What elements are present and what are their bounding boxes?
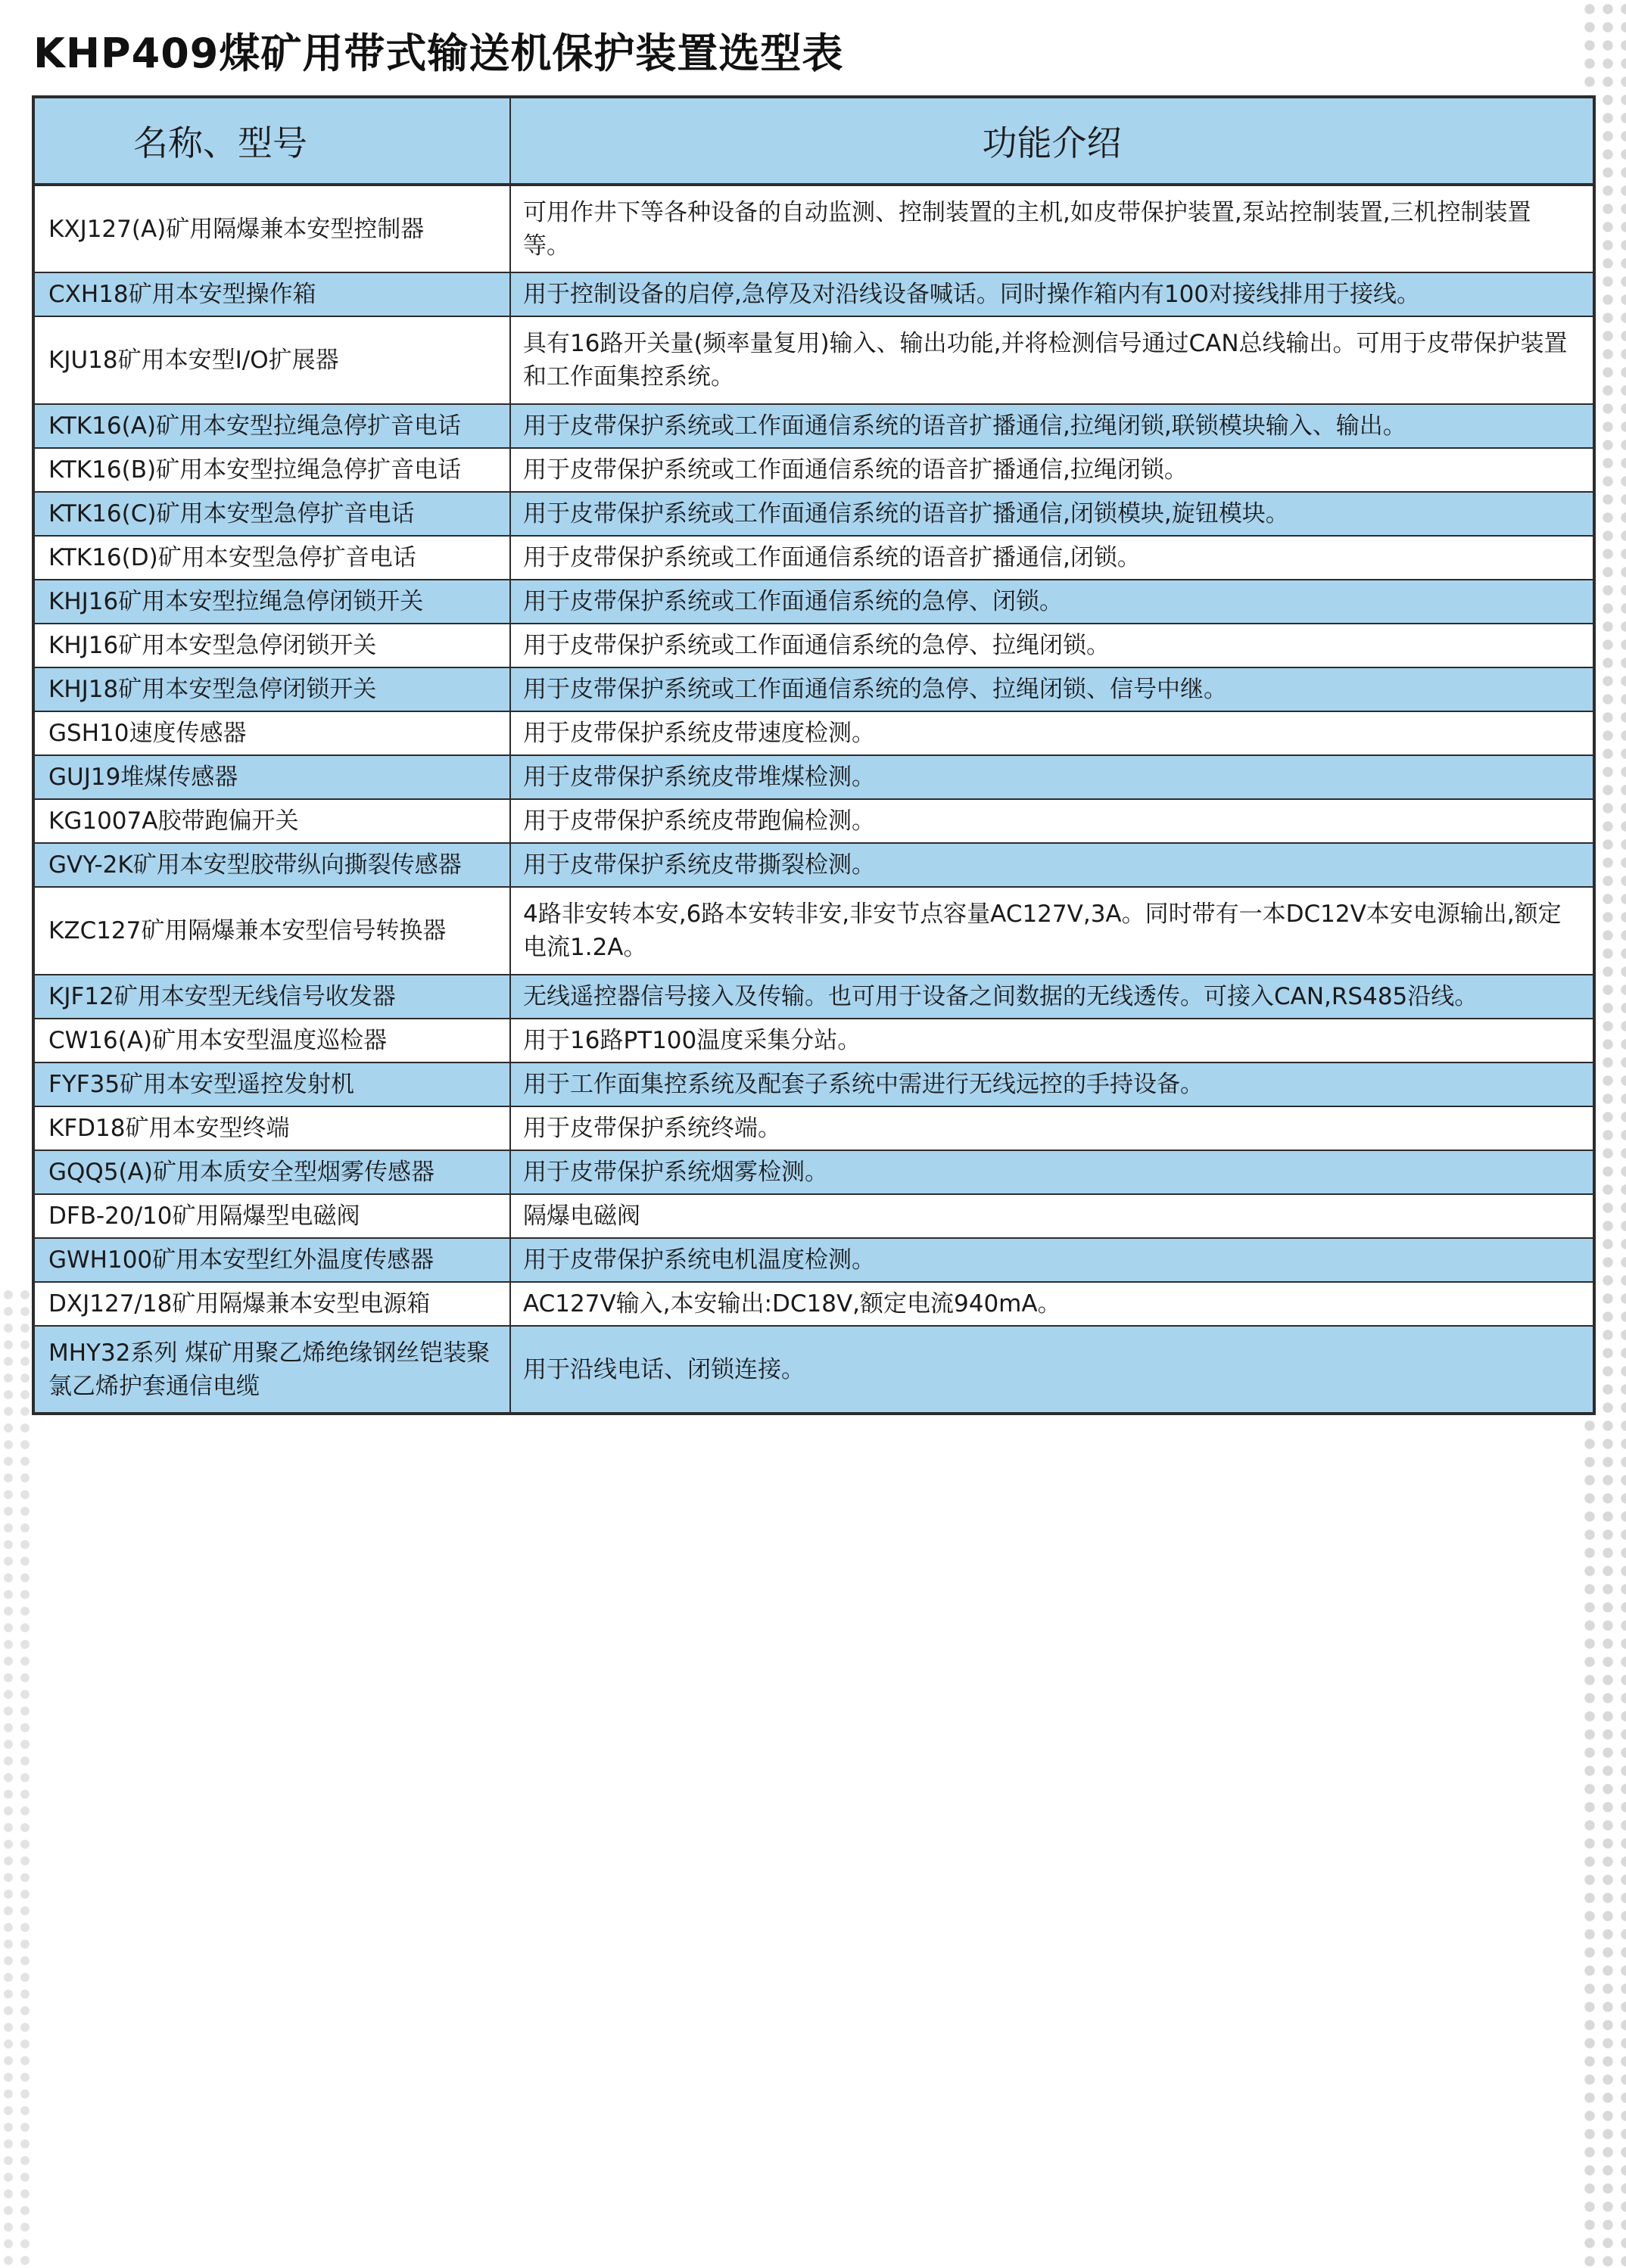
function-description-cell: 用于16路PT100温度采集分站。 [510,1019,1594,1062]
function-description-cell: 用于皮带保护系统或工作面通信系统的语音扩播通信,拉绳闭锁。 [510,448,1594,492]
table-row [33,272,1594,316]
table-row [33,404,1594,448]
table-row [33,185,1594,272]
product-name-cell: KTK16(D)矿用本安型急停扩音电话 [33,536,510,580]
product-name-cell: KJU18矿用本安型I/O扩展器 [33,316,510,404]
selection-table [32,95,1596,1415]
table-row [33,755,1594,799]
table-row [33,580,1594,624]
table-row [33,975,1594,1019]
function-description-cell: 具有16路开关量(频率量复用)输入、输出功能,并将检测信号通过CAN总线输出。可用于皮带保护装置和工作面集控系统。 [510,316,1594,404]
header-function: 功能介绍 [510,97,1594,185]
table-body [33,185,1594,1414]
function-description-cell: 用于皮带保护系统终端。 [510,1106,1594,1150]
function-description-cell: 用于皮带保护系统或工作面通信系统的急停、拉绳闭锁、信号中继。 [510,667,1594,711]
product-name-cell: KHJ18矿用本安型急停闭锁开关 [33,667,510,711]
table-row [33,799,1594,843]
table-row [33,536,1594,580]
product-name-cell: KXJ127(A)矿用隔爆兼本安型控制器 [33,185,510,272]
product-name-cell: CXH18矿用本安型操作箱 [33,272,510,316]
product-name-cell: MHY32系列 煤矿用聚乙烯绝缘钢丝铠装聚氯乙烯护套通信电缆 [33,1326,510,1414]
dot-pattern-decoration-left [0,1286,30,2268]
function-description-cell: AC127V输入,本安输出:DC18V,额定电流940mA。 [510,1282,1594,1326]
product-name-cell: KG1007A胶带跑偏开关 [33,799,510,843]
product-name-cell: GQQ5(A)矿用本质安全型烟雾传感器 [33,1150,510,1194]
table-row [33,887,1594,975]
product-name-cell: GUJ19堆煤传感器 [33,755,510,799]
product-name-cell: KJF12矿用本安型无线信号收发器 [33,975,510,1019]
product-name-cell: FYF35矿用本安型遥控发射机 [33,1062,510,1106]
function-description-cell: 用于皮带保护系统或工作面通信系统的急停、拉绳闭锁。 [510,624,1594,667]
function-description-cell: 用于皮带保护系统烟雾检测。 [510,1150,1594,1194]
table-header-row [33,97,1594,185]
product-name-cell: GWH100矿用本安型红外温度传感器 [33,1238,510,1282]
table-row [33,492,1594,536]
function-description-cell: 无线遥控器信号接入及传输。也可用于设备之间数据的无线透传。可接入CAN,RS485沿线。 [510,975,1594,1019]
header-name-model: 名称、型号 [33,97,510,185]
function-description-cell: 隔爆电磁阀 [510,1194,1594,1238]
table-row [33,667,1594,711]
page-title: KHP409煤矿用带式输送机保护装置选型表 [33,30,844,77]
table-row [33,711,1594,755]
function-description-cell: 用于皮带保护系统或工作面通信系统的语音扩播通信,拉绳闭锁,联锁模块输入、输出。 [510,404,1594,448]
product-name-cell: KTK16(A)矿用本安型拉绳急停扩音电话 [33,404,510,448]
function-description-cell: 4路非安转本安,6路本安转非安,非安节点容量AC127V,3A。同时带有一本DC12V本安电源输出,额定电流1.2A。 [510,887,1594,975]
table-row [33,624,1594,667]
function-description-cell: 用于皮带保护系统或工作面通信系统的语音扩播通信,闭锁模块,旋钮模块。 [510,492,1594,536]
function-description-cell: 可用作井下等各种设备的自动监测、控制装置的主机,如皮带保护装置,泵站控制装置,三机控制装置等。 [510,185,1594,272]
product-name-cell: KTK16(C)矿用本安型急停扩音电话 [33,492,510,536]
function-description-cell: 用于皮带保护系统电机温度检测。 [510,1238,1594,1282]
product-name-cell: GSH10速度传感器 [33,711,510,755]
product-name-cell: DXJ127/18矿用隔爆兼本安型电源箱 [33,1282,510,1326]
table-row [33,1194,1594,1238]
product-name-cell: KZC127矿用隔爆兼本安型信号转换器 [33,887,510,975]
table-row [33,316,1594,404]
table-row [33,1326,1594,1414]
function-description-cell: 用于皮带保护系统皮带堆煤检测。 [510,755,1594,799]
product-name-cell: KFD18矿用本安型终端 [33,1106,510,1150]
function-description-cell: 用于皮带保护系统或工作面通信系统的语音扩播通信,闭锁。 [510,536,1594,580]
product-name-cell: GVY-2K矿用本安型胶带纵向撕裂传感器 [33,843,510,887]
function-description-cell: 用于沿线电话、闭锁连接。 [510,1326,1594,1414]
product-name-cell: CW16(A)矿用本安型温度巡检器 [33,1019,510,1062]
table-row [33,1238,1594,1282]
table-row [33,448,1594,492]
table-row [33,843,1594,887]
function-description-cell: 用于皮带保护系统皮带跑偏检测。 [510,799,1594,843]
table-row [33,1019,1594,1062]
function-description-cell: 用于控制设备的启停,急停及对沿线设备喊话。同时操作箱内有100对接线排用于接线。 [510,272,1594,316]
function-description-cell: 用于皮带保护系统或工作面通信系统的急停、闭锁。 [510,580,1594,624]
table-row [33,1150,1594,1194]
function-description-cell: 用于工作面集控系统及配套子系统中需进行无线远控的手持设备。 [510,1062,1594,1106]
table-row [33,1062,1594,1106]
table-row [33,1282,1594,1326]
product-name-cell: KHJ16矿用本安型急停闭锁开关 [33,624,510,667]
product-name-cell: DFB-20/10矿用隔爆型电磁阀 [33,1194,510,1238]
function-description-cell: 用于皮带保护系统皮带速度检测。 [510,711,1594,755]
table-row [33,1106,1594,1150]
function-description-cell: 用于皮带保护系统皮带撕裂检测。 [510,843,1594,887]
product-name-cell: KTK16(B)矿用本安型拉绳急停扩音电话 [33,448,510,492]
product-name-cell: KHJ16矿用本安型拉绳急停闭锁开关 [33,580,510,624]
